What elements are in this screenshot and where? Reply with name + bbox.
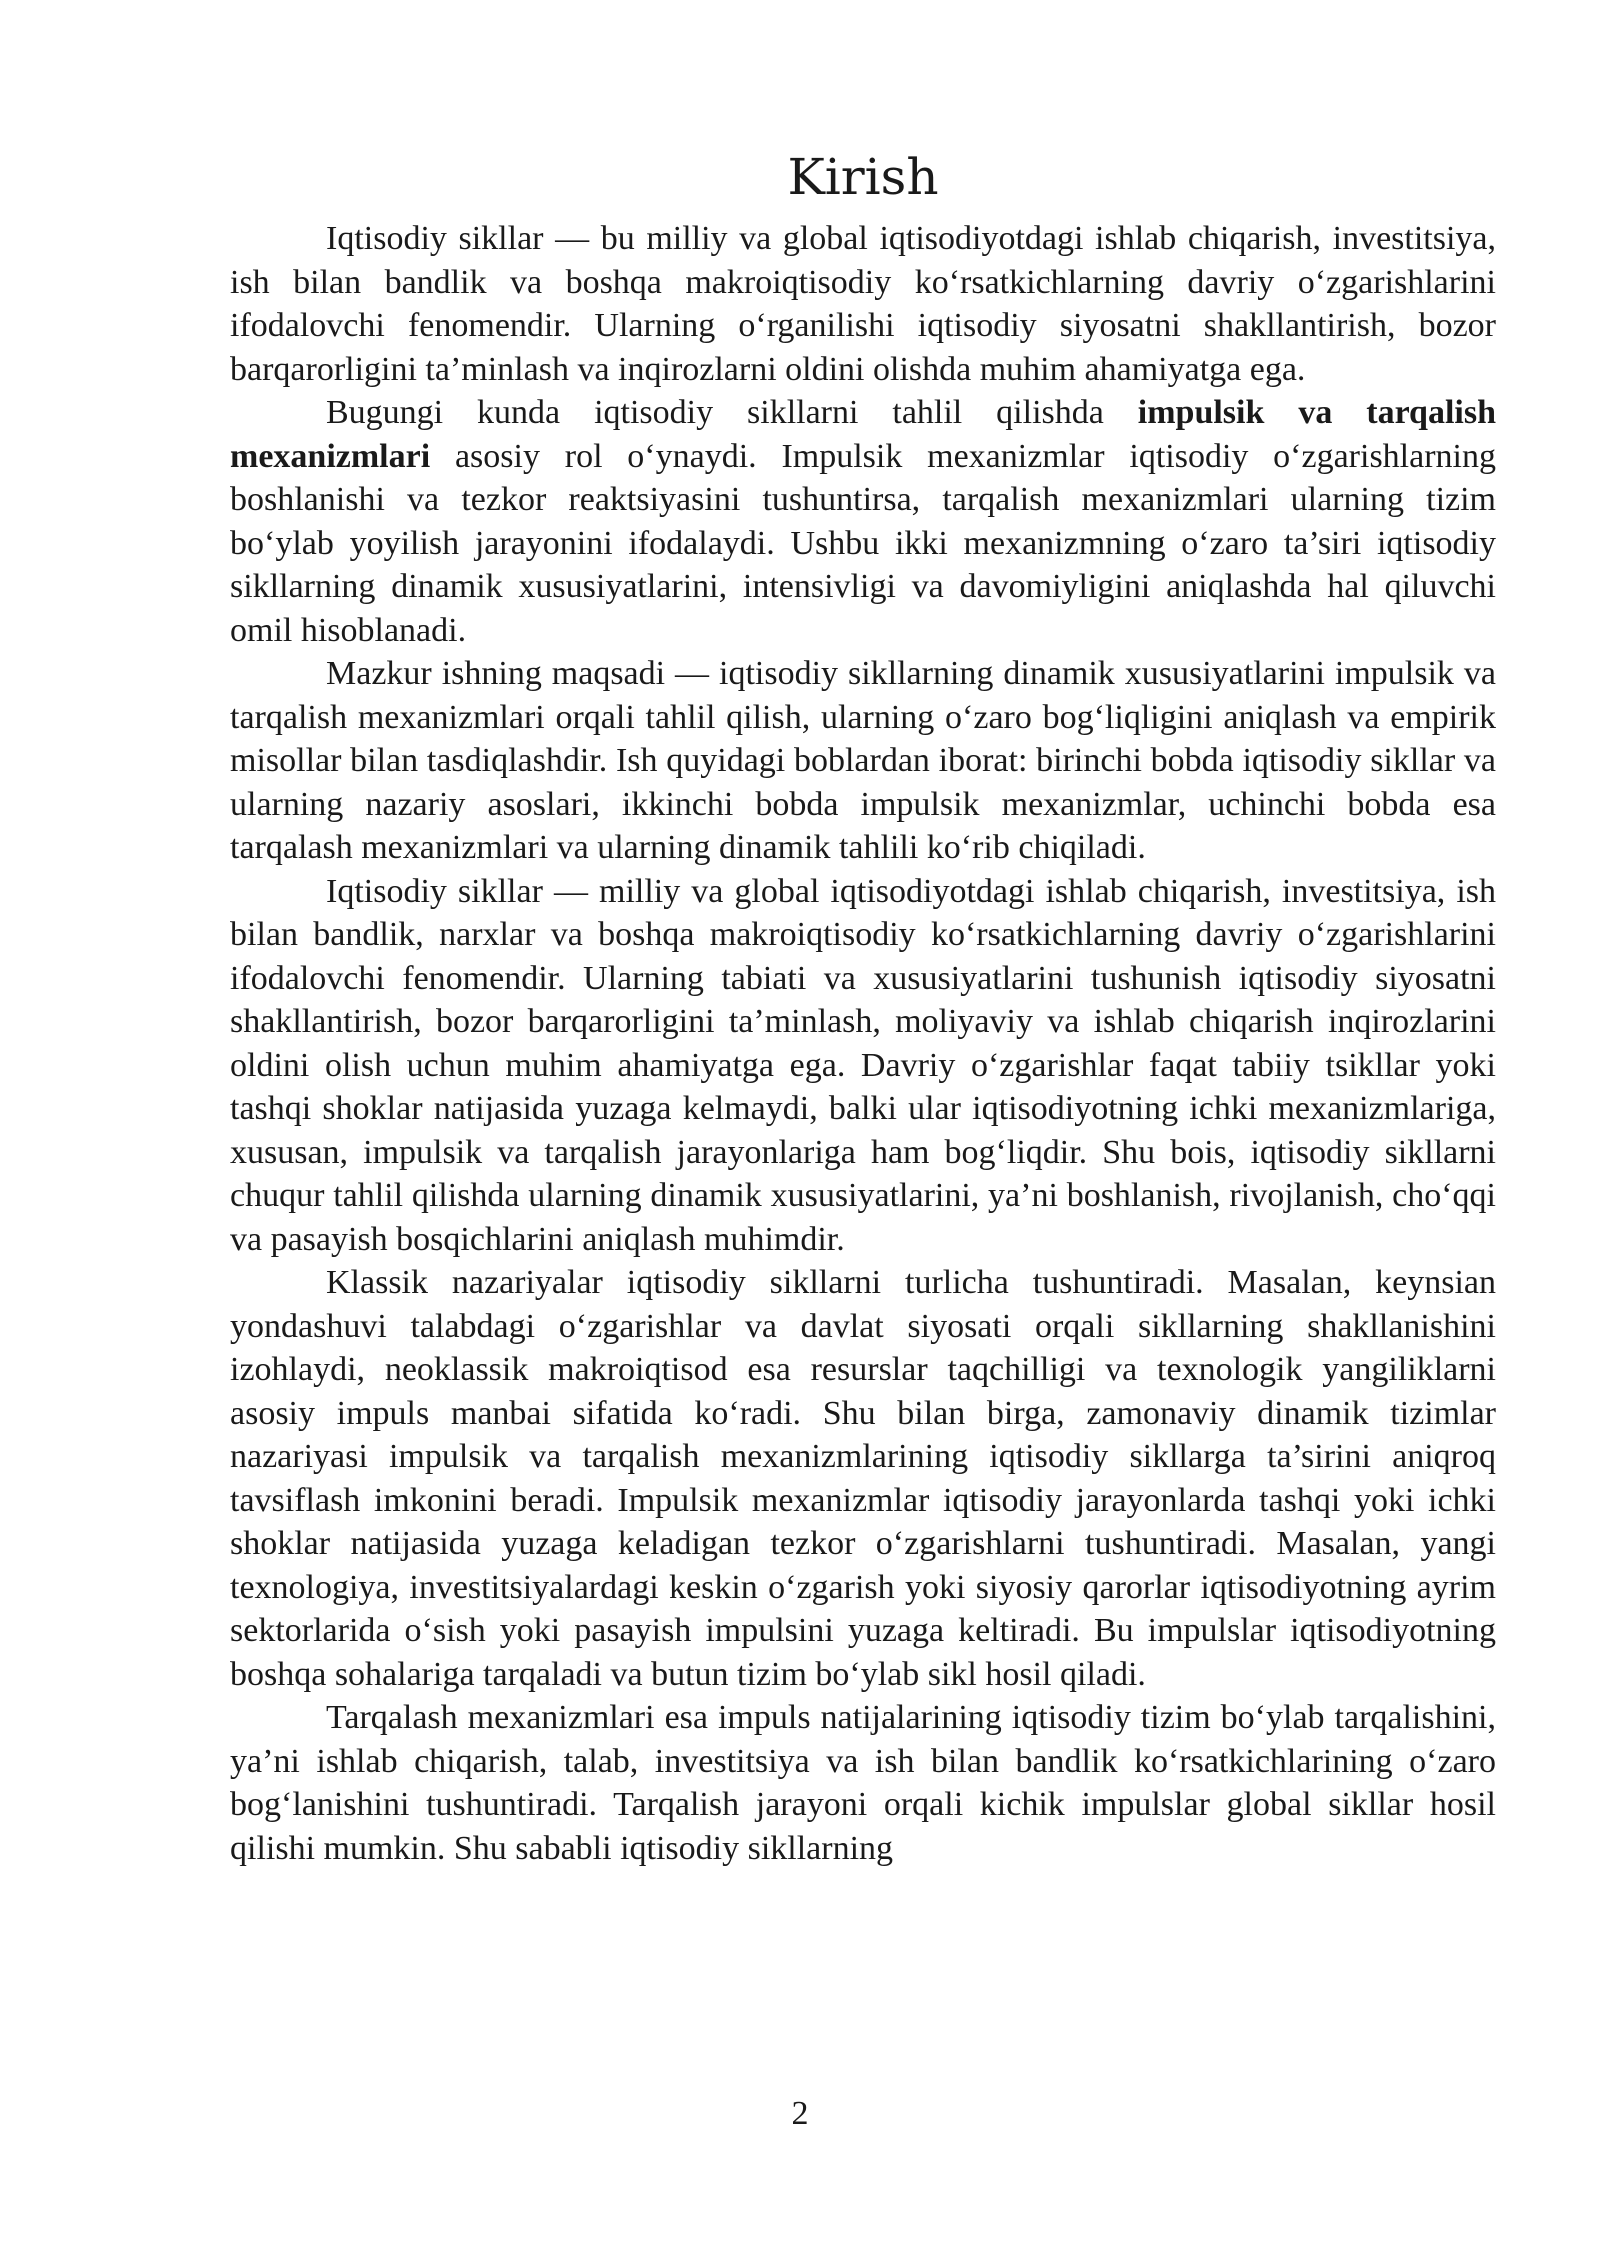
paragraph-1: Iqtisodiy sikllar — bu milliy va global iqtisodiyotdagi ishlab chiqarish, investitsiya, ish bilan bandlik va boshqa makroiqtisodiy ko‘rsatkichlarning davriy o‘zgarishlarini ifodalovchi fenomendir. Ularning o‘rganilishi iqtisodiy siyosatni shakllantirish, bozor barqarorligini ta’minlash va inqirozlarni oldini olishda muhim ahamiyatga ega.: [230, 220, 1496, 388]
paragraph-4: Iqtisodiy sikllar — milliy va global iqtisodiyotdagi ishlab chiqarish, investitsiya, ish bilan bandlik, narxlar va boshqa makroiqtisodiy ko‘rsatkichlarning davriy o‘zgarishlarini ifodalovchi fenomendir. Ularning tabiati va xususiyatlarini tushunish iqtisodiy siyosatni shakllantirish, bozor barqarorligini ta’minlash, moliyaviy va ishlab chiqarish inqirozlarini oldini olish uchun muhim ahamiyatga ega. Davriy o‘zgarishlar faqat tabiiy tsikllar yoki tashqi shoklar natijasida yuzaga kelmaydi, balki ular iqtisodiyotning ichki mexanizmlariga, xususan, impulsik va tarqalish jarayonlariga ham bog‘liqdir. Shu bois, iqtisodiy sikllarni chuqur tahlil qilishda ularning dinamik xususiyatlarini, ya’ni boshlanish, rivojlanish, cho‘qqi va pasayish bosqichlarini aniqlash muhimdir.: [230, 872, 1496, 1258]
paragraph-2-text-start: Bugungi kunda iqtisodiy sikllarni tahlil qilishda: [326, 394, 1138, 431]
paragraph-2: [230, 391, 1496, 652]
paragraph-3: Mazkur ishning maqsadi — iqtisodiy sikllarning dinamik xususiyatlarini impulsik va tarqalish mexanizmlari orqali tahlil qilish, ularning o‘zaro bog‘liqligini aniqlash va empirik misollar bilan tasdiqlashdir. Ish quyidagi boblardan iborat: birinchi bobda iqtisodiy sikllar va ularning nazariy asoslari, ikkinchi bobda impulsik mexanizmlar, uchinchi bobda esa tarqalash mexanizmlari va ularning dinamik tahlili ko‘rib chiqiladi.: [230, 655, 1496, 866]
page-number: 2: [791, 2095, 809, 2132]
paragraph-2-text-end: asosiy rol o‘ynaydi. Impulsik mexanizmlar iqtisodiy o‘zgarishlarning boshlanishi va tezkor reaktsiyasini tushuntirsa, tarqalish mexanizmlari ularning tizim bo‘ylab yoyilish jarayonini ifodalaydi. Ushbu ikki mexanizmning o‘zaro ta’siri iqtisodiy sikllarning dinamik xususiyatlarini, intensivligi va davomiyligini aniqlashda hal qiluvchi omil hisoblanadi.: [230, 437, 1496, 649]
document-page: [230, 150, 1496, 1870]
paragraph-6: Tarqalash mexanizmlari esa impuls natijalarining iqtisodiy tizim bo‘ylab tarqalishini, ya’ni ishlab chiqarish, talab, investitsiya va ish bilan bandlik ko‘rsatkichlarining o‘zaro bog‘lanishini tushuntiradi. Tarqalish jarayoni orqali kichik impulslar global sikllar hosil qilishi mumkin. Shu sababli iqtisodiy sikllarning: [230, 1699, 1496, 1867]
paragraph-2-bold-term: impulsik va tarqalish mexanizmlari: [230, 394, 1496, 475]
page-title: Kirish: [787, 148, 939, 206]
paragraph-5: Klassik nazariyalar iqtisodiy sikllarni turlicha tushuntiradi. Masalan, keynsian yondashuvi talabdagi o‘zgarishlar va davlat siyosati orqali sikllarning shakllanishini izohlaydi, neoklassik makroiqtisod esa resurslar taqchilligi va texnologik yangiliklarni asosiy impuls manbai sifatida ko‘radi. Shu bilan birga, zamonaviy dinamik tizimlar nazariyasi impulsik va tarqalish mexanizmlarining iqtisodiy sikllarga ta’sirini aniqroq tavsiflash imkonini beradi. Impulsik mexanizmlar iqtisodiy jarayonlarda tashqi yoki ichki shoklar natijasida yuzaga keladigan tezkor o‘zgarishlarni tushuntiradi. Masalan, yangi texnologiya, investitsiyalardagi keskin o‘zgarish yoki siyosiy qarorlar iqtisodiyotning ayrim sektorlarida o‘sish yoki pasayish impulsini yuzaga keltiradi. Bu impulslar iqtisodiyotning boshqa sohalariga tarqaladi va butun tizim bo‘ylab sikl hosil qiladi.: [230, 1264, 1496, 1693]
